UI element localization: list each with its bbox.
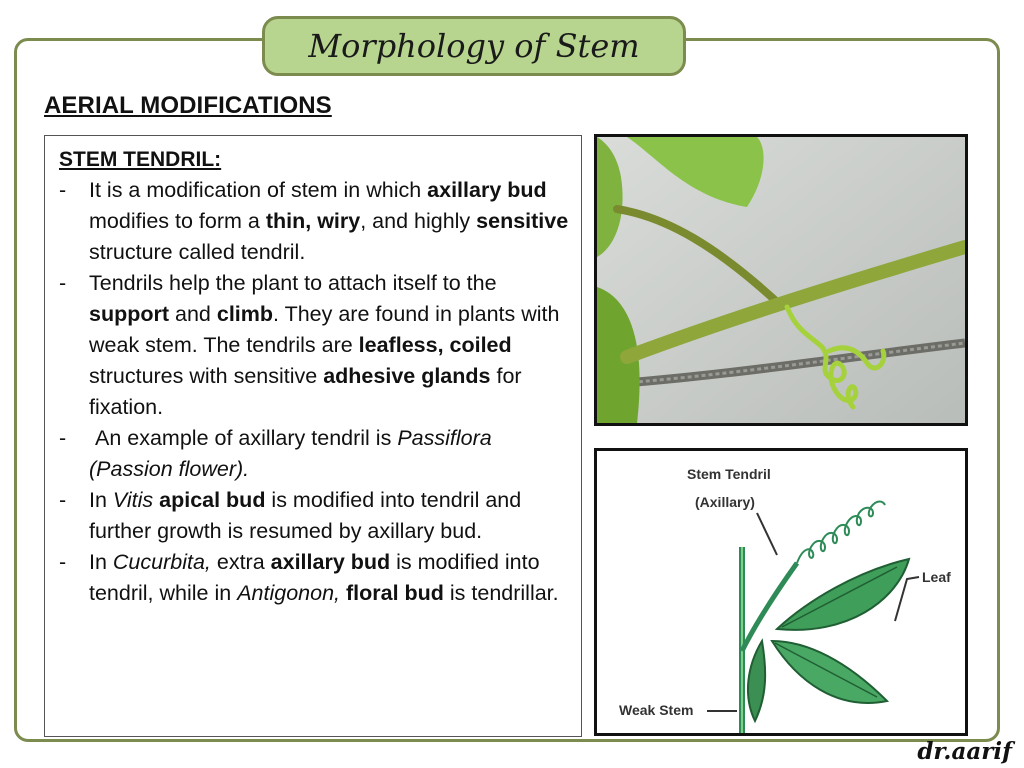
bullet-item bbox=[59, 547, 581, 609]
bold-term: leafless, coiled bbox=[358, 333, 512, 357]
title-banner bbox=[262, 16, 686, 76]
bullet-item bbox=[59, 175, 581, 268]
text-run: Tendrils help the plant to attach itself to the bbox=[89, 271, 503, 295]
bold-term: axillary bud bbox=[270, 550, 391, 574]
text-run: In bbox=[89, 488, 113, 512]
text-run: . They are found in plants with weak stem. The tendrils are bbox=[89, 302, 566, 357]
bullet-dash: - bbox=[59, 426, 67, 450]
italic-term: Cucurbita, bbox=[112, 550, 211, 574]
bullet-item bbox=[59, 485, 581, 547]
text-run: is modified into tendril and further growth is resumed by axillary bud. bbox=[89, 488, 528, 543]
slide-title: Morphology of Stem bbox=[308, 27, 640, 65]
italic-term: Antigonon, bbox=[237, 581, 340, 605]
bold-term: floral bud bbox=[345, 581, 444, 605]
bullet-dash: - bbox=[59, 550, 67, 574]
bold-term: apical bud bbox=[159, 488, 266, 512]
text-run: It is a modification of stem in which bbox=[89, 178, 428, 202]
content-textbox bbox=[44, 135, 582, 737]
italic-term: Passiflora (Passion flower). bbox=[89, 426, 498, 481]
bullet-item bbox=[59, 423, 581, 485]
italic-term: Vitis bbox=[112, 488, 154, 512]
label-leaf: Leaf bbox=[922, 569, 951, 585]
text-run: structures with sensitive bbox=[89, 333, 518, 388]
bold-term: sensitive bbox=[476, 209, 569, 233]
bullet-dash: - bbox=[59, 488, 67, 512]
text-run: In bbox=[89, 550, 113, 574]
tendril-diagram bbox=[594, 448, 968, 736]
bold-term: axillary bud bbox=[427, 178, 547, 202]
author-signature: dr.aarif bbox=[917, 738, 1012, 765]
bold-term: adhesive glands bbox=[323, 364, 491, 388]
bullet-dash: - bbox=[59, 178, 67, 202]
tendril-photo-illustration bbox=[597, 137, 965, 423]
bullet-dash: - bbox=[59, 271, 67, 295]
text-run: is modified into tendril, while in bbox=[89, 550, 546, 605]
textbox-title: STEM TENDRIL: bbox=[59, 148, 222, 171]
label-axillary: (Axillary) bbox=[695, 494, 755, 510]
label-weak-stem: Weak Stem bbox=[619, 702, 694, 718]
bullet-item bbox=[59, 268, 581, 423]
text-run: structure called tendril. bbox=[89, 209, 575, 264]
text-run: , and highly bbox=[360, 209, 477, 233]
tendril-photo bbox=[594, 134, 968, 426]
text-run: An example of axillary tendril is bbox=[89, 426, 398, 450]
bold-term: climb bbox=[216, 302, 274, 326]
section-heading: AERIAL MODIFICATIONS bbox=[44, 92, 332, 119]
text-run: extra bbox=[210, 550, 271, 574]
bold-term: support bbox=[89, 302, 170, 326]
bold-term: thin, wiry bbox=[265, 209, 361, 233]
text-run: and bbox=[169, 302, 217, 326]
tendril-diagram-illustration bbox=[597, 451, 965, 733]
text-run: for fixation. bbox=[89, 364, 528, 419]
text-run: modifies to form a bbox=[89, 178, 553, 233]
label-stem-tendril: Stem Tendril bbox=[687, 466, 771, 482]
bullet-list bbox=[59, 175, 581, 609]
text-run: is tendrillar. bbox=[443, 581, 559, 605]
